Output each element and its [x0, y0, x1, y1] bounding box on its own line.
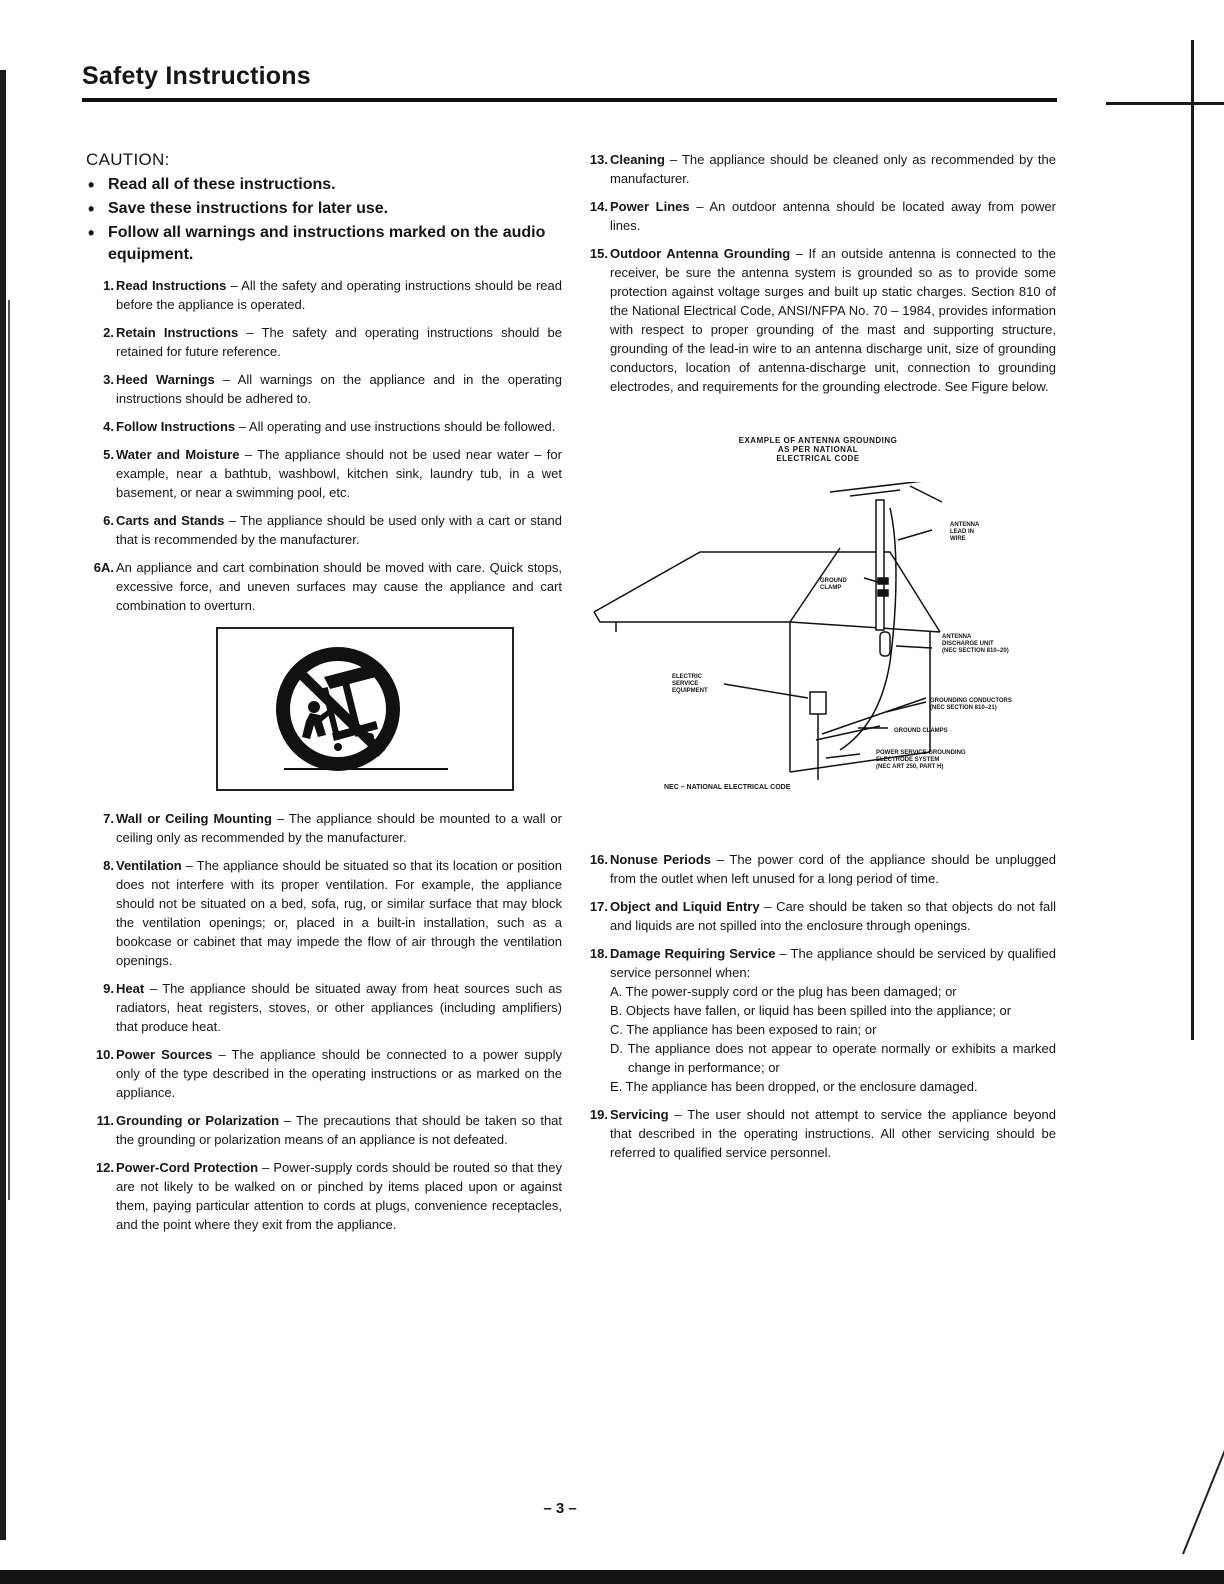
instruction-item	[580, 1105, 1056, 1162]
page-header	[82, 62, 1062, 91]
item-number: 3.	[103, 372, 114, 387]
item-lead: Cleaning	[610, 152, 665, 167]
item-text: All warnings on the appliance and in the operating instructions should be adhered to.	[116, 372, 562, 406]
item-text: The appliance should be situated away from heat sources such as radiators, heat registers, stoves, or other appliances (including amplifiers) that produce heat.	[116, 981, 562, 1034]
item-text: The appliance should not be used near water – for example, near a bathtub, washbowl, kitchen sink, laundry tub, in a wet basement, or near a swimming pool, etc.	[116, 447, 562, 500]
item-number: 17.	[589, 899, 608, 914]
item-lead: Nonuse Periods	[610, 852, 712, 867]
scan-edge-right	[1191, 40, 1194, 1040]
cart-warning-box	[216, 627, 514, 791]
instruction-item	[86, 558, 562, 615]
label-electrode-system: POWER SERVICE GROUNDING ELECTRODE SYSTEM (NEC ART 250, PART H)	[876, 750, 966, 770]
item-subcondition: C. The appliance has been exposed to rain; or	[610, 1022, 877, 1037]
item-lead: Ventilation	[116, 858, 182, 873]
item-separator: –	[759, 899, 777, 914]
item-separator: –	[239, 447, 258, 462]
label-nec-note: NEC – NATIONAL ELECTRICAL CODE	[664, 784, 791, 791]
item-lead: Heed Warnings	[116, 372, 215, 387]
item-number: 9.	[103, 981, 114, 996]
item-lead: Power-Cord Protection	[116, 1160, 259, 1175]
item-text: The appliance should be situated so that its location or position does not interfere with its proper ventilation. For example, the appliance should not be situated on a bed, sofa, rug, or similar surface that may block the ventilation openings; or, placed in a built-in installation, such as a bookcase or cabinet that may impede the flow of air through the ventilation openings.	[116, 858, 562, 968]
label-discharge-unit: ANTENNA DISCHARGE UNIT (NEC SECTION 810–20)	[942, 634, 1009, 654]
caution-list	[86, 174, 562, 266]
instruction-item	[86, 323, 562, 361]
antenna-grounding-diagram	[580, 436, 1056, 806]
caution-bullet: • Follow all warnings and instructions marked on the audio equipment.	[86, 222, 562, 266]
item-number: 19.	[589, 1107, 608, 1122]
label-ground-clamps: GROUND CLAMPS	[894, 728, 948, 734]
instruction-item	[86, 979, 562, 1036]
caution-bullet: • Read all of these instructions.	[86, 174, 562, 196]
item-number: 13.	[589, 152, 608, 167]
title-rule	[82, 98, 1057, 102]
item-number: 10.	[95, 1047, 114, 1062]
instruction-list-left-top	[86, 276, 562, 615]
item-number: 7.	[103, 811, 114, 826]
item-separator: –	[279, 1113, 296, 1128]
item-lead: Grounding or Polarization	[116, 1113, 280, 1128]
page-title: Safety Instructions	[82, 62, 311, 90]
item-subcondition: D. The appliance does not appear to operate normally or exhibits a marked change in performance; or	[610, 1041, 1056, 1075]
instruction-item	[86, 417, 562, 436]
item-text: An outdoor antenna should be located away from power lines.	[610, 199, 1056, 233]
item-number: 15.	[589, 246, 608, 261]
item-lead: Power Sources	[116, 1047, 213, 1062]
item-number: 18.	[589, 946, 608, 961]
item-lead: Object and Liquid Entry	[610, 899, 760, 914]
right-column	[580, 150, 1056, 1171]
item-lead: Wall or Ceiling Mounting	[116, 811, 272, 826]
instruction-item	[86, 445, 562, 502]
item-separator: –	[711, 852, 730, 867]
item-number: 6A.	[93, 560, 114, 575]
label-antenna-lead-in: ANTENNA LEAD IN WIRE	[950, 522, 980, 542]
caution-heading: CAUTION:	[86, 150, 170, 169]
item-lead: Read Instructions	[116, 278, 227, 293]
item-separator: –	[689, 199, 710, 214]
item-subcondition: B. Objects have fallen, or liquid has been spilled into the appliance; or	[610, 1003, 1012, 1018]
item-number: 11.	[96, 1113, 114, 1128]
item-text: The appliance should be connected to a power supply only of the type described in the operating instructions or as marked on the appliance.	[116, 1047, 562, 1100]
item-lead: Retain Instructions	[116, 325, 239, 340]
instruction-item	[580, 150, 1056, 188]
item-text: The safety and operating instructions should be retained for future reference.	[116, 325, 563, 359]
cart-tip-over-warning-icon	[258, 637, 468, 781]
instruction-item	[86, 809, 562, 847]
item-subcondition: A. The power-supply cord or the plug has been damaged; or	[610, 984, 957, 999]
label-grounding-conductors: GROUNDING CONDUCTORS (NEC SECTION 810–21)	[930, 698, 1012, 711]
scan-edge-left	[0, 70, 6, 1540]
instruction-item	[580, 850, 1056, 888]
item-separator: –	[235, 419, 249, 434]
instruction-item	[86, 1111, 562, 1149]
item-text: The appliance should be mounted to a wall or ceiling only as recommended by the manufacturer.	[116, 811, 562, 845]
scan-edge-left-inner	[8, 300, 10, 1200]
item-subcondition: E. The appliance has been dropped, or the enclosure damaged.	[610, 1079, 978, 1094]
item-separator: –	[664, 152, 682, 167]
item-separator: –	[214, 372, 238, 387]
item-number: 5.	[103, 447, 114, 462]
item-number: 14.	[589, 199, 608, 214]
scan-edge-right-tick	[1106, 102, 1224, 105]
item-separator: –	[238, 325, 262, 340]
item-lead: Servicing	[610, 1107, 669, 1122]
item-text: The appliance should be cleaned only as recommended by the manufacturer.	[610, 152, 1056, 186]
instruction-item	[580, 944, 1056, 1096]
caution-bullet: • Save these instructions for later use.	[86, 198, 562, 220]
item-number: 16.	[589, 852, 608, 867]
label-service-equipment: ELECTRIC SERVICE EQUIPMENT	[672, 674, 708, 694]
item-lead: Heat	[116, 981, 145, 996]
instruction-item	[86, 276, 562, 314]
item-number: 2.	[103, 325, 114, 340]
item-separator: –	[258, 1160, 274, 1175]
instruction-item	[86, 370, 562, 408]
item-number: 4.	[103, 419, 114, 434]
instruction-item	[580, 897, 1056, 935]
item-number: 12.	[95, 1160, 114, 1175]
item-separator: –	[181, 858, 197, 873]
item-lead: Follow Instructions	[116, 419, 236, 434]
instruction-item	[86, 1158, 562, 1234]
item-lead: Water and Moisture	[116, 447, 240, 462]
item-lead: Carts and Stands	[116, 513, 225, 528]
instruction-item	[86, 511, 562, 549]
item-text: An appliance and cart combination should be moved with care. Quick stops, excessive force, and uneven surfaces may cause the appliance and cart combination to overturn.	[116, 560, 562, 613]
left-column	[86, 150, 562, 1243]
item-separator: –	[271, 811, 289, 826]
label-ground-clamp: GROUND CLAMP	[820, 578, 847, 591]
item-text: All operating and use instructions should be followed.	[248, 419, 556, 434]
item-lead: Outdoor Antenna Grounding	[610, 246, 791, 261]
item-text: Care should be taken so that objects do not fall and liquids are not spilled into the enclosure through openings.	[610, 899, 1056, 933]
instruction-item	[580, 244, 1056, 396]
item-lead: Damage Requiring Service	[610, 946, 776, 961]
instruction-item	[86, 1045, 562, 1102]
diagram-caption: EXAMPLE OF ANTENNA GROUNDING AS PER NATIONAL ELECTRICAL CODE	[738, 436, 898, 463]
item-separator: –	[775, 946, 791, 961]
instruction-item	[86, 856, 562, 970]
instruction-list-right-bottom	[580, 850, 1056, 1162]
item-text: The precautions that should be taken so that the grounding or polarization means of an appliance is not defeated.	[116, 1113, 563, 1147]
page-number: – 3 –	[543, 1500, 577, 1517]
item-text: The appliance should be used only with a cart or stand that is recommended by the manufacturer.	[116, 513, 562, 547]
item-text: The user should not attempt to service the appliance beyond that described in the operating instructions. All other servicing should be referred to qualified service personnel.	[610, 1107, 1056, 1160]
item-separator: –	[790, 246, 809, 261]
instruction-list-right-top	[580, 150, 1056, 396]
item-text: All the safety and operating instructions should be read before the appliance is operated.	[116, 278, 562, 312]
item-lead: Power Lines	[610, 199, 690, 214]
item-separator: –	[668, 1107, 688, 1122]
item-text: The appliance should be serviced by qualified service personnel when:	[610, 946, 1056, 980]
item-text: The power cord of the appliance should be unplugged from the outlet when left unused for a long period of time.	[610, 852, 1057, 886]
item-separator: –	[212, 1047, 232, 1062]
item-number: 1.	[103, 278, 114, 293]
item-separator: –	[226, 278, 242, 293]
item-separator: –	[224, 513, 241, 528]
instruction-list-left-bottom	[86, 809, 562, 1234]
scan-edge-diagonal	[1182, 1377, 1224, 1554]
item-separator: –	[144, 981, 163, 996]
item-number: 6.	[103, 513, 114, 528]
item-number: 8.	[103, 858, 114, 873]
scan-edge-bottom	[0, 1570, 1224, 1584]
item-text: Power-supply cords should be routed so that they are not likely to be walked on or pinched by items placed upon or against them, paying particular attention to cords at plugs, convenience receptacles, and the point where they exit from the appliance.	[116, 1160, 562, 1232]
instruction-item	[580, 197, 1056, 235]
item-text: If an outside antenna is connected to the receiver, be sure the antenna system is grounded so as to provide some protection against voltage surges and built up static charges. Section 810 of the National Electrical Code, ANSI/NFPA No. 70 – 1984, provides information with respect to proper grounding of the mast and supporting structure, grounding of the lead-in wire to an antenna discharge unit, size of grounding conductors, location of antenna-discharge unit, connection to grounding electrodes, and requirements for the grounding electrode. See Figure below.	[610, 246, 1057, 394]
